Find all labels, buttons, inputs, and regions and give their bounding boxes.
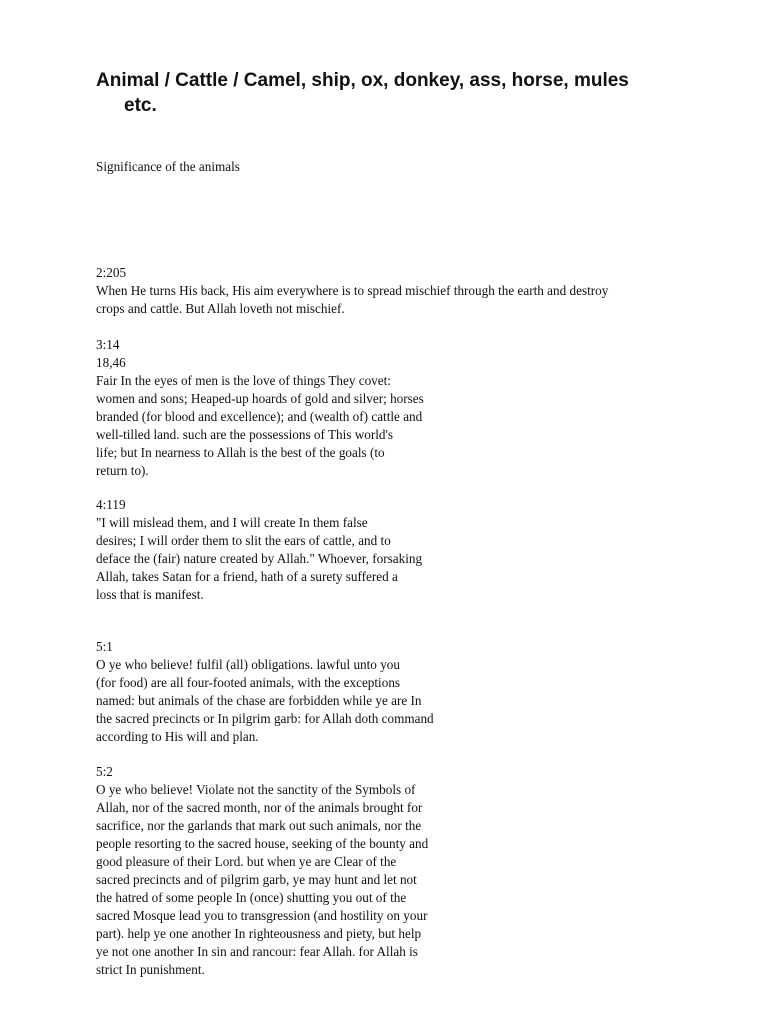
- verse-line: "I will mislead them, and I will create In them false: [96, 515, 368, 530]
- verse-line: women and sons; Heaped-up hoards of gold and silver; horses: [96, 391, 424, 406]
- verse-block-3-14: [96, 336, 736, 480]
- verse-block-5-1: [96, 638, 736, 746]
- verse-line: good pleasure of their Lord. but when ye are Clear of the: [96, 854, 397, 869]
- verse-line: crops and cattle. But Allah loveth not mischief.: [96, 301, 345, 316]
- verse-line: desires; I will order them to slit the ears of cattle, and to: [96, 533, 391, 548]
- verse-line: return to).: [96, 463, 149, 478]
- verse-reference: 4:119: [96, 497, 126, 512]
- verse-reference: 3:14: [96, 337, 120, 352]
- section-subtitle: Significance of the animals: [96, 159, 240, 174]
- verse-line: sacred precincts and of pilgrim garb, ye may hunt and let not: [96, 872, 417, 887]
- verse-line: When He turns His back, His aim everywhere is to spread mischief through the earth and destroy: [96, 283, 609, 298]
- verse-line: sacrifice, nor the garlands that mark out such animals, nor the: [96, 818, 422, 833]
- verse-line: Allah, takes Satan for a friend, hath of a surety suffered a: [96, 569, 398, 584]
- verse-reference: 18,46: [96, 355, 126, 370]
- verse-line: life; but In nearness to Allah is the best of the goals (to: [96, 445, 385, 460]
- verse-line: O ye who believe! fulfil (all) obligations. lawful unto you: [96, 657, 400, 672]
- verse-line: strict In punishment.: [96, 962, 205, 977]
- verse-block-2-205: [96, 264, 736, 318]
- title-line-1: Animal / Cattle / Camel, ship, ox, donkey, ass, horse, mules: [96, 70, 629, 91]
- verse-line: (for food) are all four-footed animals, with the exceptions: [96, 675, 401, 690]
- verse-line: the sacred precincts or In pilgrim garb: for Allah doth command: [96, 711, 434, 726]
- verse-reference: 5:2: [96, 764, 113, 779]
- verse-line: deface the (fair) nature created by Allah." Whoever, forsaking: [96, 551, 423, 566]
- verse-line: Allah, nor of the sacred month, nor of the animals brought for: [96, 800, 423, 815]
- verse-line: part). help ye one another In righteousness and piety, but help: [96, 926, 422, 941]
- verse-line: Fair In the eyes of men is the love of things They covet:: [96, 373, 391, 388]
- page-title: [96, 68, 716, 118]
- verse-line: ye not one another In sin and rancour: fear Allah. for Allah is: [96, 944, 418, 959]
- verse-line: branded (for blood and excellence); and (wealth of) cattle and: [96, 409, 423, 424]
- verse-line: well-tilled land. such are the possessions of This world's: [96, 427, 393, 442]
- verse-block-4-119: [96, 496, 736, 604]
- verse-line: sacred Mosque lead you to transgression (and hostility on your: [96, 908, 428, 923]
- verse-line: the hatred of some people In (once) shutting you out of the: [96, 890, 407, 905]
- verse-reference: 2:205: [96, 265, 127, 280]
- verse-line: according to His will and plan.: [96, 729, 259, 744]
- verse-line: named: but animals of the chase are forbidden while ye are In: [96, 693, 422, 708]
- verse-reference: 5:1: [96, 639, 113, 654]
- verse-line: loss that is manifest.: [96, 587, 204, 602]
- verse-block-5-2: [96, 763, 736, 979]
- title-line-2: etc.: [124, 95, 157, 116]
- verse-line: people resorting to the sacred house, seeking of the bounty and: [96, 836, 429, 851]
- verse-line: O ye who believe! Violate not the sanctity of the Symbols of: [96, 782, 416, 797]
